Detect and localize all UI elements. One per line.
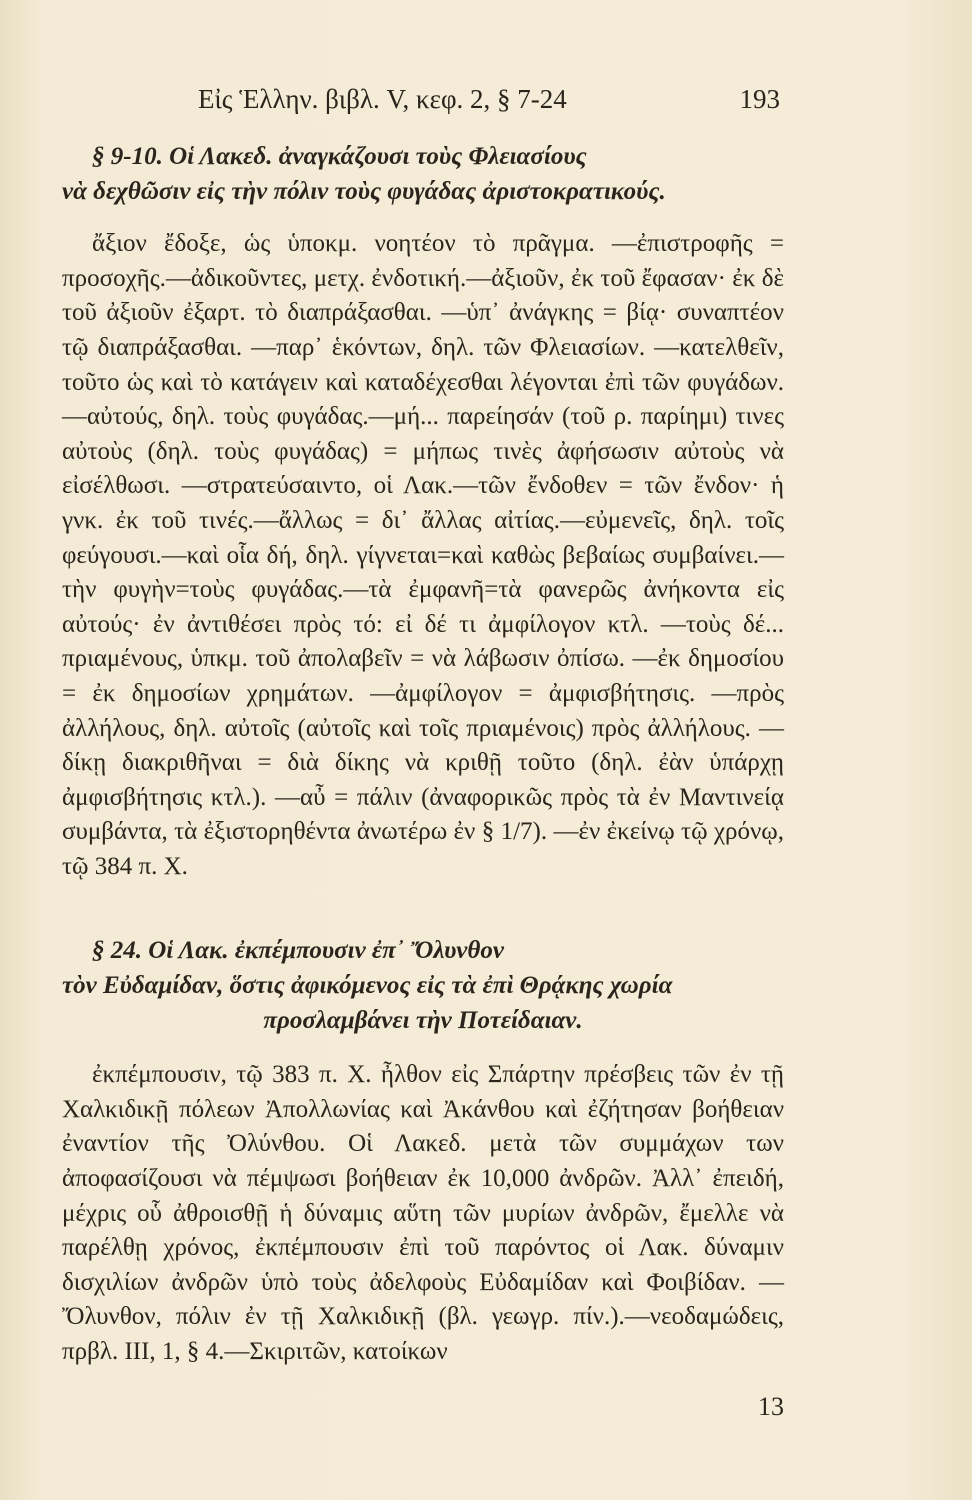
section-heading-1-line-2: νὰ δεχθῶσιν εἰς τὴν πόλιν τοὺς φυγάδας ἀριστοκρατικούς. (62, 177, 666, 205)
page-number: 193 (739, 84, 780, 114)
page-header (180, 84, 780, 120)
page-body (62, 140, 784, 1370)
section-heading-2-line-3: προσλαμβάνει τὴν Ποτείδαιαν. (263, 1006, 583, 1034)
section-2-paragraph: ἐκπέμπουσιν, τῷ 383 π. Χ. ἦλθον εἰς Σπάρτην πρέσβεις τῶν ἐν τῇ Χαλκιδικῇ πόλεων Ἀπολλωνίας καὶ Ἀκάνθου καὶ ἐζήτησαν βοήθειαν ἐναντίον τῆς Ὀλύνθου. Οἱ Λακεδ. μετὰ τῶν συμμάχων των ἀποφασίζουσι νὰ πέμψωσι βοήθειαν ἐκ 10,000 ἀνδρῶν. Ἀλλ᾽ ἐπειδή, μέχρις οὗ ἀθροισθῇ ἡ δύναμις αὕτη τῶν μυρίων ἀνδρῶν, ἔμελλε νὰ παρέλθῃ χρόνος, ἐκπέμπουσιν ἐπὶ τοῦ παρόντος οἱ Λακ. δύναμιν δισχιλίων ἀνδρῶν ὑπὸ τοὺς ἀδελφοὺς Εὐδαμίδαν καὶ Φοιβίδαν. —Ὄλυνθον, πόλιν ἐν τῇ Χαλκιδικῇ (βλ. γεωγρ. πίν.).—νεοδαμώδεις, πρβλ. III, 1, § 4.—Σκιριτῶν, κατοίκων (62, 1061, 784, 1365)
section-1-paragraph: ἄξιον ἔδοξε, ὡς ὑποκμ. νοητέον τὸ πρᾶγμα. —ἐπιστροφῆς = προσοχῆς.—ἀδικοῦντες, μετχ. ἐνδοτική.—ἀξιοῦν, ἐκ τοῦ ἔφασαν· ἐκ δὲ τοῦ ἀξιοῦν ἐξαρτ. τὸ διαπράξασθαι. —ὑπ᾽ ἀνάγκης = βίᾳ· συναπτέον τῷ διαπράξασθαι. —παρ᾽ ἑκόντων, δηλ. τῶν Φλειασίων. —κατελθεῖν, τοῦτο ὡς καὶ τὸ κατάγειν καὶ καταδέχεσθαι λέγονται ἐπὶ τῶν φυγάδων. —αὐτούς, δηλ. τοὺς φυγάδας.—μή... παρείησάν (τοῦ ρ. παρίημι) τινες αὐτοὺς (δηλ. τοὺς φυγάδας) = μήπως τινὲς ἀφήσωσιν αὐτοὺς νὰ εἰσέλθωσι. —στρατεύσαιντο, οἱ Λακ.—τῶν ἔνδοθεν = τῶν ἔνδον· ἡ γνκ. ἐκ τοῦ τινές.—ἄλλως = δι᾽ ἄλλας αἰτίας.—εὐμενεῖς, δηλ. τοῖς φεύγουσι.—καὶ οἷα δή, δηλ. γίγνεται=καὶ καθὼς βεβαίως συμβαίνει.—τὴν φυγὴν=τοὺς φυγάδας.—τὰ ἐμφανῆ=τὰ φανερῶς ἀνήκοντα εἰς αὐτούς· ἐν ἀντιθέσει πρὸς τό: εἰ δέ τι ἀμφίλογον κτλ. —τοὺς δέ... πριαμένους, ὑπκμ. τοῦ ἀπολαβεῖν = νὰ λάβωσιν ὀπίσω. —ἐκ δημοσίου = ἐκ δημοσίων χρημάτων. —ἀμφίλογον = ἀμφισβήτησις. —πρὸς ἀλλήλους, δηλ. αὐτοῖς (αὐτοῖς καὶ τοῖς πριαμένοις) πρὸς ἀλλήλους. —δίκῃ διακριθῆναι = διὰ δίκης νὰ κριθῇ τοῦτο (δηλ. ἐὰν ὑπάρχῃ ἀμφισβήτησις κτλ.). —αὖ = πάλιν (ἀναφορικῶς πρὸς τὰ ἐν Μαντινείᾳ συμβάντα, τὰ ἐξιστορηθέντα ἀνωτέρω ἐν § 1/7). —ἐν ἐκείνῳ τῷ χρόνῳ, τῷ 384 π. Χ. (62, 230, 784, 880)
section-heading-2-line-1: § 24. Οἱ Λακ. ἐκπέμπουσιν ἐπ᾽ Ὄλυνθον (92, 937, 504, 965)
section-heading-2-line-2: τὸν Εὐδαμίδαν, ὅστις ἀφικόμενος εἰς τὰ ἐπὶ Θρᾴκης χωρία (62, 972, 673, 1000)
section-heading-1-line-1: § 9-10. Οἱ Λακεδ. ἀναγκάζουσι τοὺς Φλειασίους (92, 143, 587, 170)
signature-mark: 13 (758, 1392, 784, 1421)
running-head: Εἰς Ἑλλην. βιβλ. V, κεφ. 2, § 7-24 (198, 84, 567, 114)
